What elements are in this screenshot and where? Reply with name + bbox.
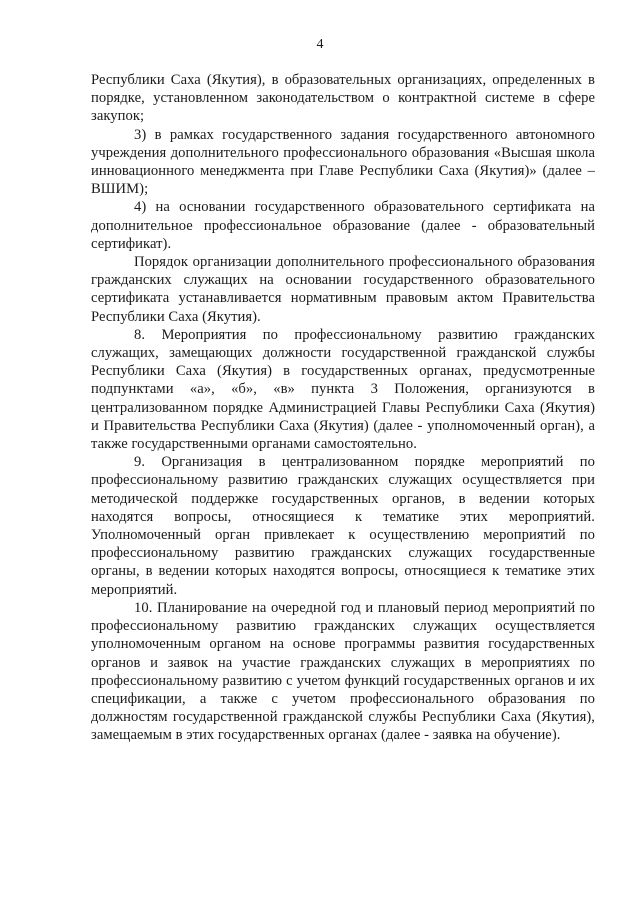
document-body — [91, 71, 595, 745]
paragraph-order: Порядок организации дополнительного профессионального образования гражданских служащих на основании государственного образовательного сертификата устанавливается нормативным правовым актом Правительства Республики Саха (Якутия). — [91, 254, 595, 325]
paragraph-item-4: 4) на основании государственного образовательного сертификата на дополнительное профессиональное образование (далее - образовательный сертификат). — [91, 199, 595, 252]
paragraph-clause-8: 8. Мероприятия по профессиональному развитию гражданских служащих, замещающих должности государственной гражданской службы Республики Саха (Якутия) в государственных органах, предусмотренные подпунктами «а», «б», «в» пункта 3 Положения, организуются в централизованном порядке Администрацией Главы Республики Саха (Якутия) и Правительства Республики Саха (Якутия) (далее - уполномоченный орган), а также государственными органами самостоятельно. — [91, 326, 595, 453]
paragraph-clause-9: 9. Организация в централизованном порядке мероприятий по профессиональному развитию гражданских служащих осуществляется при методической поддержке государственных органов, в ведении которых находятся вопросы, относящиеся к тематике этих мероприятий. Уполномоченный орган привлекает к осуществлению мероприятий по профессиональному развитию гражданских служащих государственные органы, в ведении которых находятся вопросы, относящиеся к тематике этих мероприятий. — [91, 454, 595, 598]
paragraph-clause-10: 10. Планирование на очередной год и плановый период мероприятий по профессиональному развитию гражданских служащих осуществляется уполномоченным органом на основе программы развития государственных органов и заявок на участие гражданских служащих в мероприятиях по профессиональному развитию с учетом функций государственных органов и их спецификации, а также с учетом профессионального образования по должностям государственной гражданской службы Республики Саха (Якутия), замещаемым в этих государственных органах (далее - заявка на обучение). — [91, 599, 595, 744]
paragraph-continuation: Республики Саха (Якутия), в образовательных организациях, определенных в порядке, установленном законодательством о контрактной системе в сфере закупок; — [91, 72, 595, 125]
paragraph-item-3: 3) в рамках государственного задания государственного автономного учреждения дополнительного профессионального образования «Высшая школа инновационного менеджмента при Главе Республики Саха (Якутия)» (далее – ВШИМ); — [91, 126, 595, 198]
page-number: 4 — [316, 37, 324, 52]
